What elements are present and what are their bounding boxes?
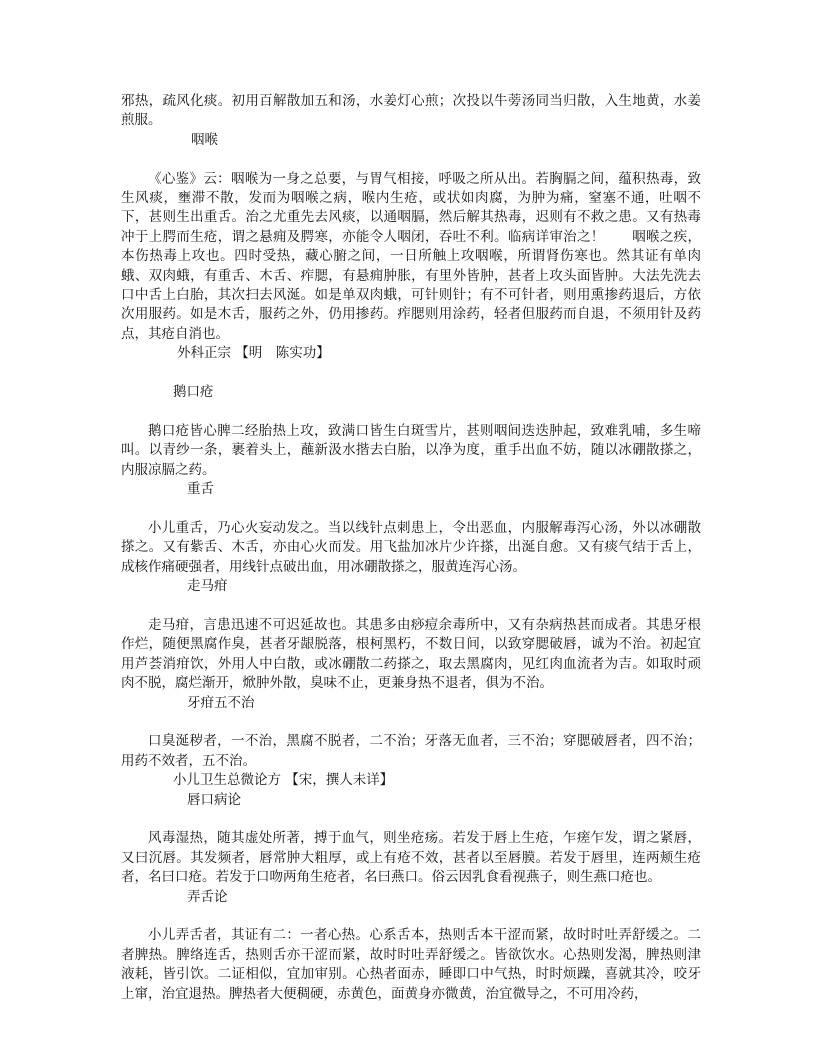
text-paragraph: 小儿弄舌者，其证有二：一者心热。心系舌本，热则舌本干涩而紧，故时时吐弄舒缓之。二者脾热。脾络连舌，热则舌亦干涩而紧，故时时吐弄舒缓之。皆欲饮水。心热则发渴，脾热则津液耗，皆引饮。二证相似，宜加审别。心热者面赤，睡即口中气热，时时烦躁，喜就其冷，咬牙上窜，治宜退热。脾热者大便稠硬，赤黄色，面黄身亦微黄，治宜微导之，不可用冷药， <box>121 927 701 1002</box>
source-heading-waike-zhengzong: 外科正宗 【明 陈实功】 <box>177 345 330 362</box>
text-paragraph: 邪热，疏风化痰。初用百解散加五和汤，水姜灯心煎；次投以牛蒡汤同当归散，入生地黄，水姜煎服。 <box>121 93 701 129</box>
section-heading-yagan-wubuzhi: 牙疳五不治 <box>187 694 255 711</box>
text-paragraph: 《心鉴》云：咽喉为一身之总要，与胃气相接，呼吸之所从出。若胸膈之间，蕴积热毒，致生风痰，壅滞不散，发而为咽喉之病，喉内生疮，或状如肉腐，为肿为痛，窒塞不通，吐咽不下，甚则生出重舌。治之尤重先去风痰，以通咽膈，然后解其热毒，迟则有不救之患。又有热毒冲于上腭而生疮，谓之悬痈及腭寒，亦能令人咽闭，吞吐不利。临病详审治之！ 咽喉之疾，本伤热毒上攻也。四时受热，藏心腑之间，一日所触上攻咽喉，所谓肾伤寒也。然其证有单肉蛾、双肉蛾，有重舌、木舌、痄腮，有悬痈肿胀，有里外皆肿，甚者上攻头面皆肿。大法先洗去口中舌上白胎，其次扫去风涎。如是单双肉蛾，可针则针；有不可针者，则用熏掺药退后，方依次用服药。如是木舌，服药之外，仍用掺药。痄腮则用涂药，轻者但服药而自退，不须用针及药点，其疮自消也。 <box>121 170 701 342</box>
blank-line <box>121 150 701 169</box>
section-heading-chunkou-binglun: 唇口病论 <box>187 791 241 808</box>
text-paragraph: 鹅口疮皆心脾二经胎热上攻，致满口皆生白斑雪片，甚则咽间迭迭肿起，致难乳哺，多生啼叫。以青纱一条，裹着头上，蘸新汲水揩去白胎，以净为度，重手出血不妨，随以冰硼散搽之，内服凉膈之药。 <box>121 422 701 478</box>
blank-line <box>121 713 701 732</box>
text-paragraph: 走马疳，言患迅速不可迟延故也。其患多由痧痘余毒所中，又有杂病热甚而成者。其患牙根作烂，随便黑腐作臭，甚者牙龈脱落，根柯黑朽，不数日间，以致穿腮破唇，诚为不治。初起宜用芦荟消疳饮，外用人中白散，或冰硼散二药搽之，取去黑腐肉，见红肉血流者为吉。如取时顽肉不脱，腐烂渐开，焮肿外散，臭味不止，更兼身热不退者，俱为不治。 <box>121 616 701 692</box>
blank-line <box>121 499 701 518</box>
section-heading-zoumagan: 走马疳 <box>187 578 228 595</box>
section-heading-yanhou: 咽喉 <box>191 131 218 148</box>
blank-line <box>121 907 701 926</box>
section-heading-ekouchuang: 鹅口疮 <box>173 384 214 401</box>
blank-line <box>121 810 701 829</box>
section-heading-chongshe: 重舌 <box>187 481 214 498</box>
text-paragraph: 风毒湿热，随其虚处所著，搏于血气，则坐疮疡。若发于唇上生疮，乍瘥乍发，谓之紧唇，又曰沉唇。其发频者，唇常肿大粗厚，或上有疮不效，甚者以至唇膜。若发于唇里，连两颊生疮者，名曰口疮。若发于口吻两角生疮者，名曰燕口。俗云因乳食看视燕子，则生燕口疮也。 <box>121 830 701 886</box>
text-paragraph: 口臭涎秽者，一不治，黑腐不脱者，二不治；牙落无血者，三不治；穿腮破唇者，四不治；用药不效者，五不治。 <box>121 733 701 769</box>
source-heading-xiaoer-weisheng: 小儿卫生总微论方 【宋，撰人未详】 <box>173 772 394 789</box>
blank-line <box>121 597 701 616</box>
section-heading-nongshe-lun: 弄舌论 <box>187 888 228 905</box>
blank-line <box>121 402 701 421</box>
blank-line <box>121 364 701 383</box>
document-page <box>121 92 701 1004</box>
text-paragraph: 小儿重舌，乃心火妄动发之。当以线针点刺患上，令出恶血，内服解毒泻心汤，外以冰硼散搽之。又有紫舌、木舌，亦由心火而发。用飞盐加冰片少许搽，出涎自愈。又有痰气结于舌上，成核作痛硬强者，用线针点破出血，用冰硼散搽之，服黄连泻心汤。 <box>121 519 701 575</box>
